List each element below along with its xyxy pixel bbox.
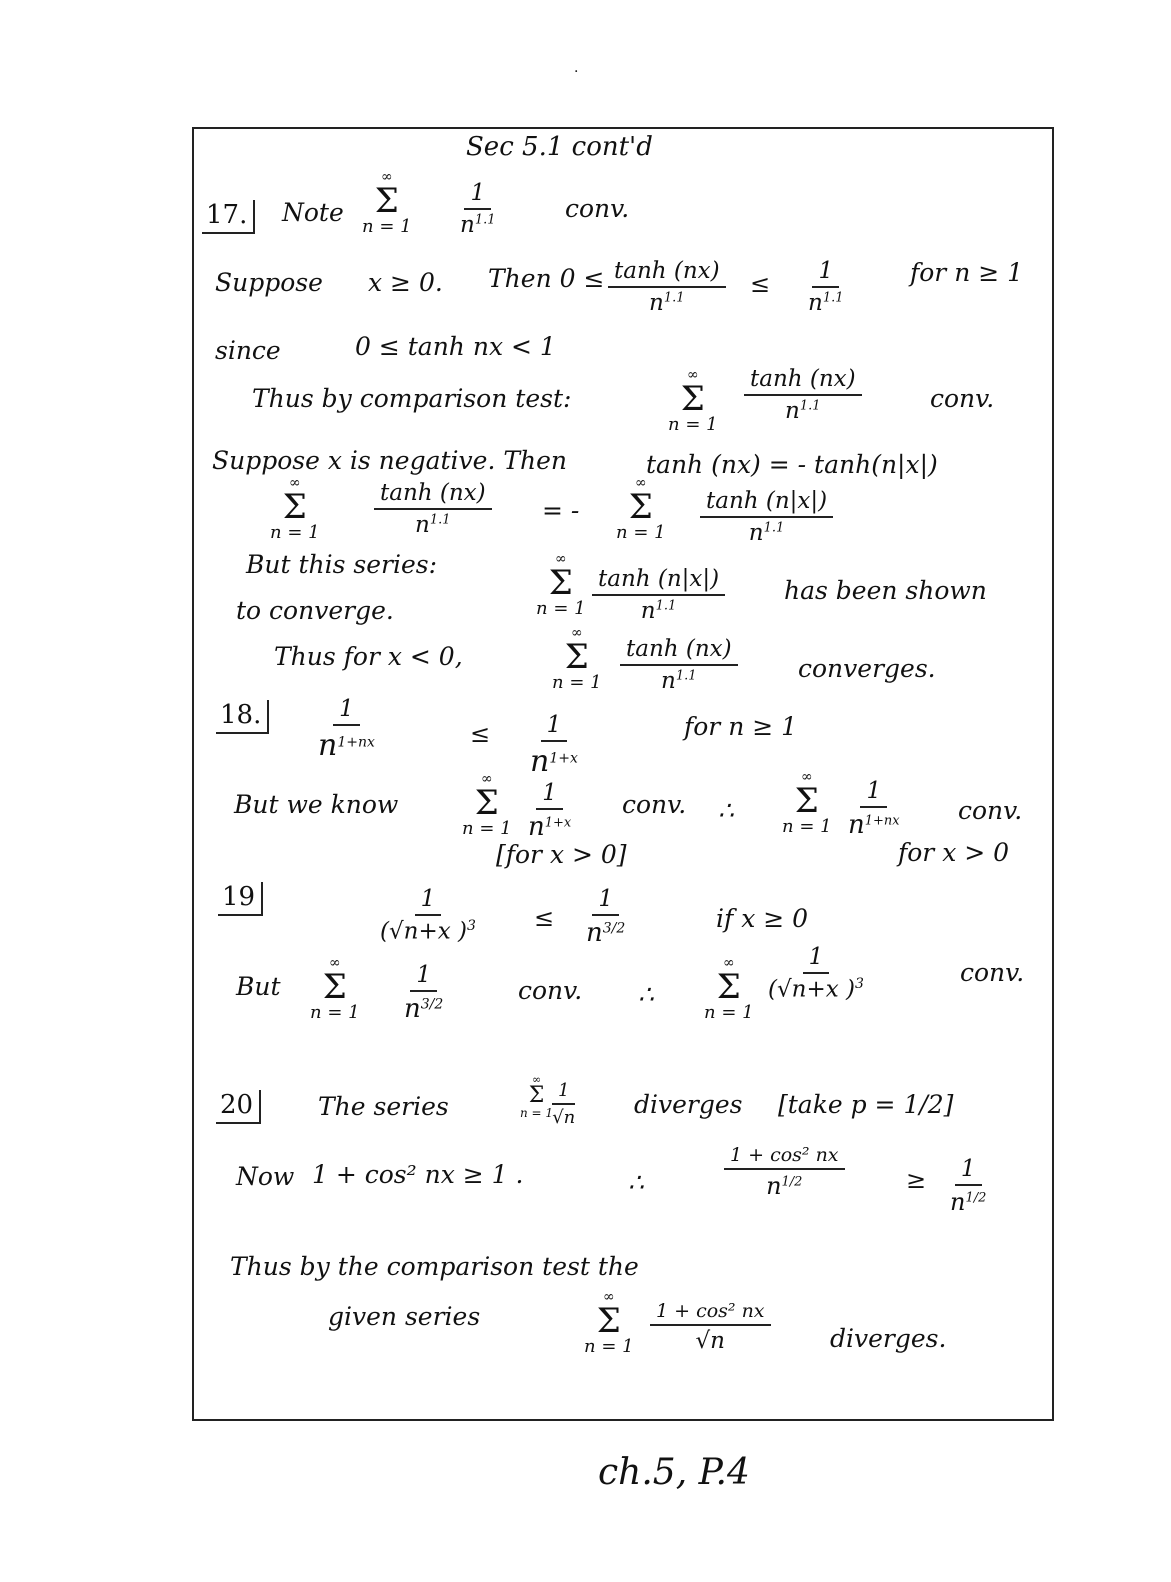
numerator: 1: [541, 712, 568, 742]
p20-fraction-3: [950, 1156, 986, 1216]
p18-fraction-1: [318, 696, 375, 763]
p19-fraction-3: [404, 962, 443, 1024]
p20-now: Now: [236, 1162, 295, 1191]
denominator: $n^{1+nx}$: [318, 728, 375, 763]
p17-condition: x ≥ 0.: [368, 268, 443, 297]
denominator: √n: [552, 1107, 576, 1128]
sigma-icon: Σ: [548, 563, 573, 603]
denominator: $n^{1/2}$: [766, 1172, 803, 1200]
p18-conv-2: conv.: [958, 796, 1023, 825]
problem-20-number: 20: [216, 1090, 261, 1124]
p20-fraction-1: [552, 1080, 575, 1128]
denominator: $n^{1.1}$: [649, 290, 685, 316]
p17-fraction-5: [374, 480, 492, 538]
page-frame: [192, 127, 1054, 1421]
p17-fraction-7: [592, 566, 725, 624]
p20-therefore: ∴: [628, 1168, 644, 1197]
p19-le: ≤: [534, 904, 555, 932]
numerator: tanh (n|x|): [592, 566, 725, 596]
p19-conv-1: conv.: [518, 976, 583, 1005]
p20-thus-line: Thus by the comparison test the: [230, 1252, 639, 1281]
p17-fraction-1: [460, 180, 496, 238]
p19-therefore: ∴: [638, 980, 654, 1009]
denominator: $n^{1+x}$: [530, 744, 578, 779]
sigma-icon: Σ: [528, 1083, 545, 1108]
p20-diverges-2: diverges.: [830, 1324, 947, 1353]
sigma-icon: Σ: [628, 487, 653, 527]
p18-fraction-2: [530, 712, 578, 779]
denominator: $n^{3/2}$: [404, 994, 444, 1024]
denominator: $n^{1+x}$: [528, 812, 572, 842]
p19-but: But: [236, 972, 281, 1001]
p17-fraction-8: [620, 636, 738, 694]
p19-sum-1: ∞ Σ n = 1: [310, 955, 360, 1023]
numerator: tanh (nx): [374, 480, 492, 510]
p17-sum-2: ∞ Σ n = 1: [668, 367, 718, 435]
numerator: tanh (n|x|): [700, 488, 833, 518]
p17-sum-5: ∞ Σ n = 1: [536, 551, 586, 619]
sigma-icon: Σ: [474, 783, 499, 823]
p17-fraction-3: [808, 258, 844, 316]
p18-but-we-know: But we know: [234, 790, 399, 819]
p17-thus-for: Thus for x < 0,: [274, 642, 463, 671]
sigma-icon: Σ: [680, 379, 705, 419]
p17-sum-6: ∞ Σ n = 1: [552, 625, 602, 693]
numerator: 1: [812, 258, 839, 288]
p17-has-been-shown: has been shown: [784, 576, 987, 605]
p17-converges: converges.: [798, 654, 936, 683]
p20-now-expression: 1 + cos² nx ≥ 1 .: [312, 1160, 524, 1189]
problem-18-number: 18.: [216, 700, 269, 734]
p17-since: since: [215, 336, 281, 365]
p17-conv-2: conv.: [930, 384, 995, 413]
stray-mark: ·: [574, 64, 579, 80]
p17-then: Then 0 ≤: [488, 264, 605, 293]
sigma-icon: Σ: [322, 967, 347, 1007]
denominator: $n^{1/2}$: [950, 1188, 987, 1216]
sigma-icon: Σ: [596, 1301, 621, 1341]
numerator: 1: [592, 886, 619, 916]
p20-fraction-4: [650, 1300, 771, 1354]
numerator: tanh (nx): [620, 636, 738, 666]
p20-ge: ≥: [906, 1166, 927, 1194]
p20-fraction-2: [724, 1144, 845, 1200]
denominator: $n^{3/2}$: [586, 918, 626, 948]
sigma-icon: Σ: [716, 967, 741, 1007]
page-footer: ch.5, P.4: [598, 1452, 750, 1493]
denominator: √n: [695, 1328, 725, 1354]
numerator: 1: [536, 780, 563, 810]
sum-upper-limit: ∞: [380, 169, 393, 185]
p17-but-this: But this series:: [246, 550, 438, 579]
p17-sum-3: ∞ Σ n = 1: [270, 475, 320, 543]
sigma-icon: Σ: [282, 487, 307, 527]
p18-fraction-3: [528, 780, 571, 842]
denominator: $n^{1.1}$: [460, 212, 496, 238]
p19-fraction-1: [380, 886, 476, 945]
numerator: tanh (nx): [744, 366, 862, 396]
numerator: 1: [464, 180, 491, 210]
denominator: (√n+x )$^3$: [768, 976, 864, 1003]
p20-sum-2: ∞ Σ n = 1: [584, 1289, 634, 1357]
problem-19-number: 19: [218, 882, 263, 916]
numerator: 1: [415, 886, 442, 916]
denominator: $n^{1.1}$: [808, 290, 844, 316]
numerator: 1: [552, 1080, 575, 1105]
p17-since-expr: 0 ≤ tanh nx < 1: [355, 332, 556, 361]
denominator: $n^{1.1}$: [661, 668, 697, 694]
denominator: $n^{1.1}$: [415, 512, 451, 538]
p17-fraction-2: [608, 258, 726, 316]
p17-equals-neg: = -: [542, 496, 580, 525]
p18-therefore: ∴: [718, 796, 734, 825]
p19-fraction-2: [586, 886, 625, 948]
denominator: $n^{1.1}$: [785, 398, 821, 424]
numerator: tanh (nx): [608, 258, 726, 288]
denominator: $n^{1.1}$: [640, 598, 677, 624]
numerator: 1: [955, 1156, 982, 1186]
p20-diverges-1: diverges: [634, 1090, 743, 1119]
p17-sum-1: [362, 170, 412, 236]
numerator: 1: [333, 696, 360, 726]
sigma-icon: Σ: [794, 781, 819, 821]
sigma-icon: Σ: [374, 181, 399, 221]
p17-suppose-negative: Suppose x is negative. Then: [212, 446, 568, 475]
p18-fraction-4: [848, 778, 900, 840]
sigma-icon: Σ: [564, 637, 589, 677]
p17-le-1: ≤: [750, 270, 771, 298]
numerator: 1 + cos² nx: [650, 1300, 771, 1326]
p18-le: ≤: [470, 720, 491, 748]
p20-take-p: [take p = 1/2]: [778, 1090, 954, 1119]
sum-lower-limit: n = 1: [362, 216, 412, 237]
p17-thus-by: Thus by comparison test:: [252, 384, 572, 413]
p17-conv-1: conv.: [565, 194, 630, 223]
p20-the-series: The series: [318, 1092, 449, 1121]
problem-17-number: 17.: [202, 200, 255, 234]
p19-fraction-4: [768, 944, 864, 1003]
p20-given-series: given series: [328, 1302, 481, 1331]
p17-sum-4: ∞ Σ n = 1: [616, 475, 666, 543]
p17-fraction-4: [744, 366, 862, 424]
numerator: 1: [803, 944, 830, 974]
denominator: (√n+x )$^3$: [380, 918, 476, 945]
p18-for-x-positive: [for x > 0]: [496, 840, 627, 869]
p20-sum-1: ∞ Σ n = 1: [520, 1073, 554, 1120]
p18-for-x-positive-2: for x > 0: [898, 838, 1010, 867]
numerator: 1 + cos² nx: [724, 1144, 845, 1170]
section-header: Sec 5.1 cont'd: [466, 132, 653, 162]
p18-sum-2: ∞ Σ n = 1: [782, 769, 832, 837]
p17-fraction-6: [700, 488, 833, 546]
p19-if-x: if x ≥ 0: [716, 904, 809, 933]
p17-suppose: Suppose: [215, 268, 323, 297]
p18-conv-1: conv.: [622, 790, 687, 819]
denominator: $n^{1.1}$: [748, 520, 785, 546]
p17-for-n: for n ≥ 1: [910, 258, 1024, 287]
numerator: 1: [860, 778, 887, 808]
p17-neg-relation: tanh (nx) = - tanh(n|x|): [646, 450, 938, 479]
p19-sum-2: ∞ Σ n = 1: [704, 955, 754, 1023]
p18-for-n: for n ≥ 1: [684, 712, 798, 741]
denominator: $n^{1+nx}$: [848, 810, 900, 840]
p17-note-label: Note: [282, 198, 344, 227]
p18-sum-1: ∞ Σ n = 1: [462, 771, 512, 839]
p17-to-converge: to converge.: [236, 596, 394, 625]
p19-conv-2: conv.: [960, 958, 1025, 987]
numerator: 1: [410, 962, 437, 992]
